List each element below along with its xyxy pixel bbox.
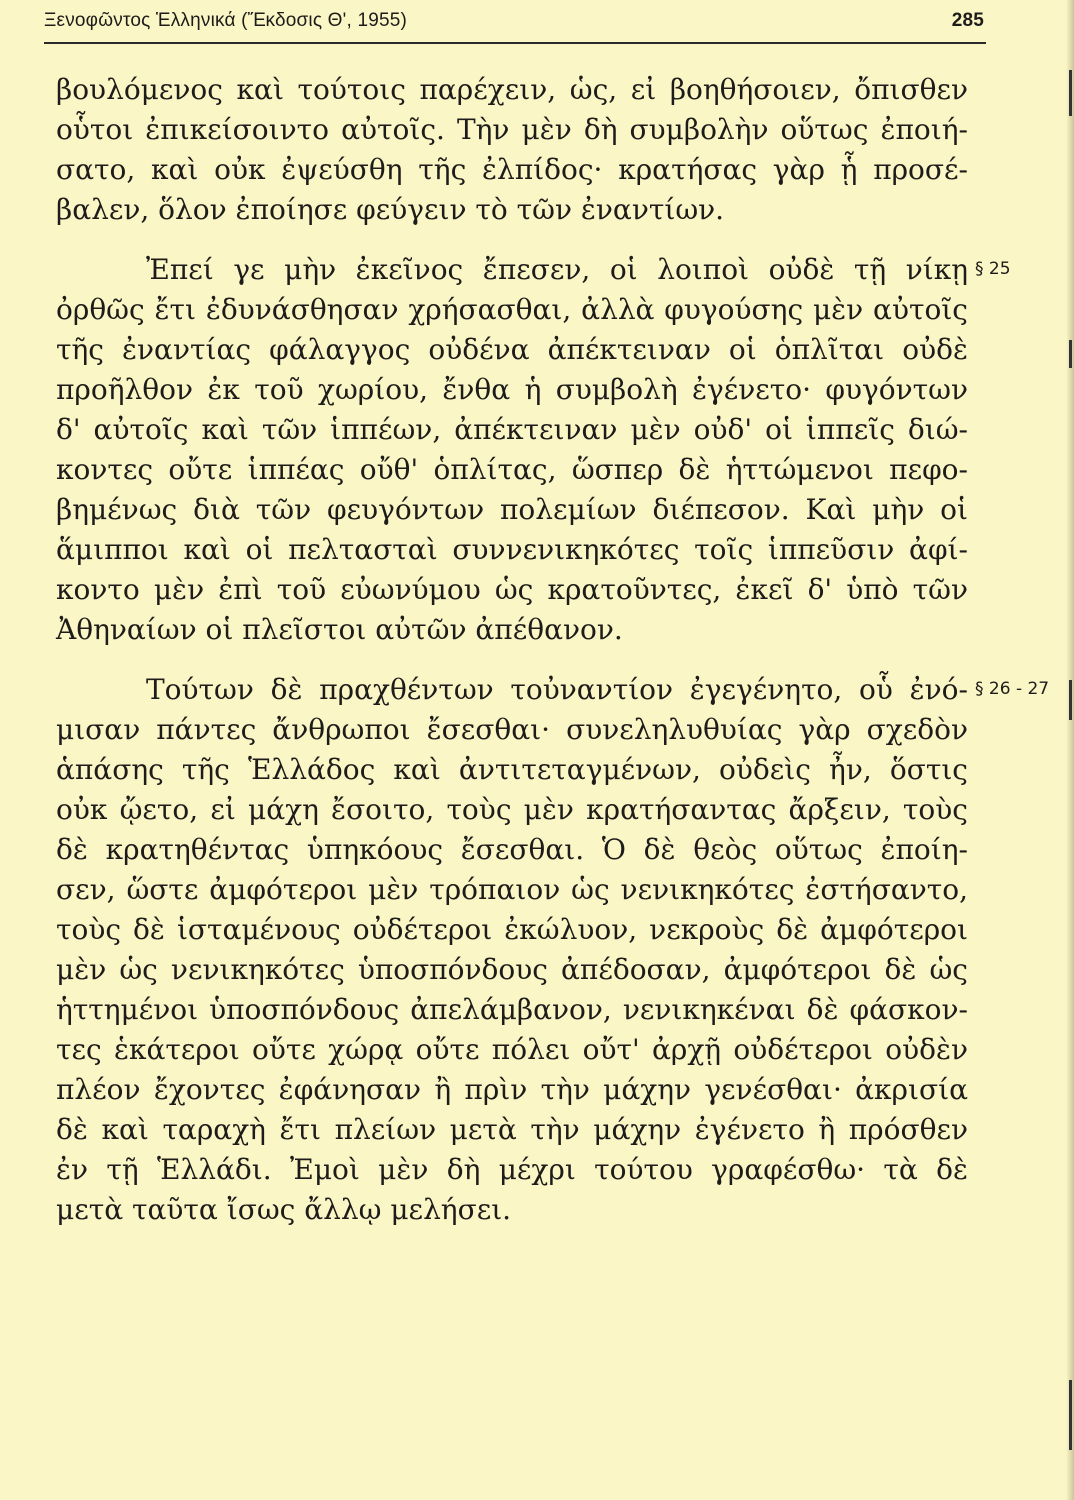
text-line: τοὺς δὲ ἱσταμένους οὐδέτεροι ἐκώλυον, νεκροὺς δὲ ἀμφότεροι	[56, 913, 968, 946]
text-line: δὲ καὶ ταραχὴ ἔτι πλείων μετὰ τὴν μάχην ἐγένετο ἢ πρόσθεν	[56, 1113, 968, 1146]
page-edge-mark	[1069, 680, 1072, 720]
text-line: δ' αὐτοῖς καὶ τῶν ἱππέων, ἀπέκτειναν μὲν οὐδ' οἱ ἱππεῖς διώ-	[56, 413, 968, 446]
text-line: μετὰ ταῦτα ἴσως ἄλλῳ μελήσει.	[56, 1193, 512, 1226]
text-line: Ἐπεί γε μὴν ἐκεῖνος ἔπεσεν, οἱ λοιποὶ οὐδὲ τῇ νίκῃ	[146, 253, 968, 286]
text-line: ἁπάσης τῆς Ἑλλάδος καὶ ἀντιτεταγμένων, οὐδεὶς ἦν, ὅστις	[56, 753, 968, 786]
text-line: οὗτοι ἐπικείσοιντο αὐτοῖς. Τὴν μὲν δὴ συμβολὴν οὕτως ἐποιή-	[56, 113, 968, 146]
text-line: σατο, καὶ οὐκ ἐψεύσθη τῆς ἐλπίδος· κρατήσας γὰρ ᾗ προσέ-	[56, 153, 968, 186]
text-line: ἡττημένοι ὑποσπόνδους ἀπελάμβανον, νενικηκέναι δὲ φάσκον-	[56, 993, 968, 1026]
text-line: τες ἑκάτεροι οὔτε χώρᾳ οὔτε πόλει οὔτ' ἀρχῇ οὐδέτεροι οὐδὲν	[56, 1033, 968, 1066]
page-edge-mark	[1069, 70, 1072, 116]
text-line: προῆλθον ἐκ τοῦ χωρίου, ἔνθα ἡ συμβολὴ ἐγένετο· φυγόντων	[56, 373, 968, 406]
text-line: ὀρθῶς ἔτι ἐδυνάσθησαν χρήσασθαι, ἀλλὰ φυγούσης μὲν αὐτοῖς	[56, 293, 968, 326]
text-line: βαλεν, ὅλον ἐποίησε φεύγειν τὸ τῶν ἐναντίων.	[56, 193, 725, 226]
text-line: βημένως διὰ τῶν φευγόντων πολεμίων διέπεσον. Καὶ μὴν οἱ	[56, 493, 968, 526]
text-line: Τούτων δὲ πραχθέντων τοὐναντίον ἐγεγένητο, οὗ ἐνό-	[146, 673, 968, 706]
text-line: μισαν πάντες ἄνθρωποι ἔσεσθαι· συνεληλυθυίας γὰρ σχεδὸν	[56, 713, 968, 746]
header-rule	[44, 42, 986, 44]
text-line: μὲν ὡς νενικηκότες ὑποσπόνδους ἀπέδοσαν, ἀμφότεροι δὲ ὡς	[56, 953, 968, 986]
text-line: τῆς ἐναντίας φάλαγγος οὐδένα ἀπέκτειναν οἱ ὁπλῖται οὐδὲ	[56, 333, 968, 366]
text-line: κοντες οὔτε ἱππέας οὔθ' ὁπλίτας, ὥσπερ δὲ ἡττώμενοι πεφο-	[56, 453, 968, 486]
text-line: σεν, ὥστε ἀμφότεροι μὲν τρόπαιον ὡς νενικηκότες ἐστήσαντο,	[56, 873, 968, 906]
section-marker-25: § 25	[975, 259, 1011, 279]
page-edge-shadow	[1066, 0, 1074, 1500]
text-line: βουλόμενος καὶ τούτοις παρέχειν, ὡς, εἰ βοηθήσοιεν, ὄπισθεν	[56, 73, 968, 106]
running-head-title: Ξενοφῶντος Ἑλληνικά (Ἔκδοσις Θ', 1955)	[44, 10, 408, 31]
text-line: ἅμιπποι καὶ οἱ πελτασταὶ συννενικηκότες τοῖς ἱππεῦσιν ἀφί-	[56, 533, 968, 566]
page-edge-mark	[1069, 340, 1072, 368]
page-edge-mark	[1069, 1380, 1072, 1450]
text-line: Ἀθηναίων οἱ πλεῖστοι αὐτῶν ἀπέθανον.	[56, 613, 623, 646]
running-head	[44, 6, 984, 38]
text-line: δὲ κρατηθέντας ὑπηκόους ἔσεσθαι. Ὁ δὲ θεὸς οὕτως ἐποίη-	[56, 833, 968, 866]
section-marker-26-27: § 26 - 27	[975, 679, 1050, 699]
text-line: πλέον ἔχοντες ἐφάνησαν ἢ πρὶν τὴν μάχην γενέσθαι· ἀκρισία	[56, 1073, 968, 1106]
text-line: ἐν τῇ Ἑλλάδι. Ἐμοὶ μὲν δὴ μέχρι τούτου γραφέσθω· τὰ δὲ	[56, 1153, 968, 1186]
text-line: κοντο μὲν ἐπὶ τοῦ εὐωνύμου ὡς κρατοῦντες, ἐκεῖ δ' ὑπὸ τῶν	[56, 573, 968, 606]
text-line: οὐκ ᾤετο, εἰ μάχη ἔσοιτο, τοὺς μὲν κρατήσαντας ἄρξειν, τοὺς	[56, 793, 968, 826]
page-number: 285	[951, 10, 984, 31]
